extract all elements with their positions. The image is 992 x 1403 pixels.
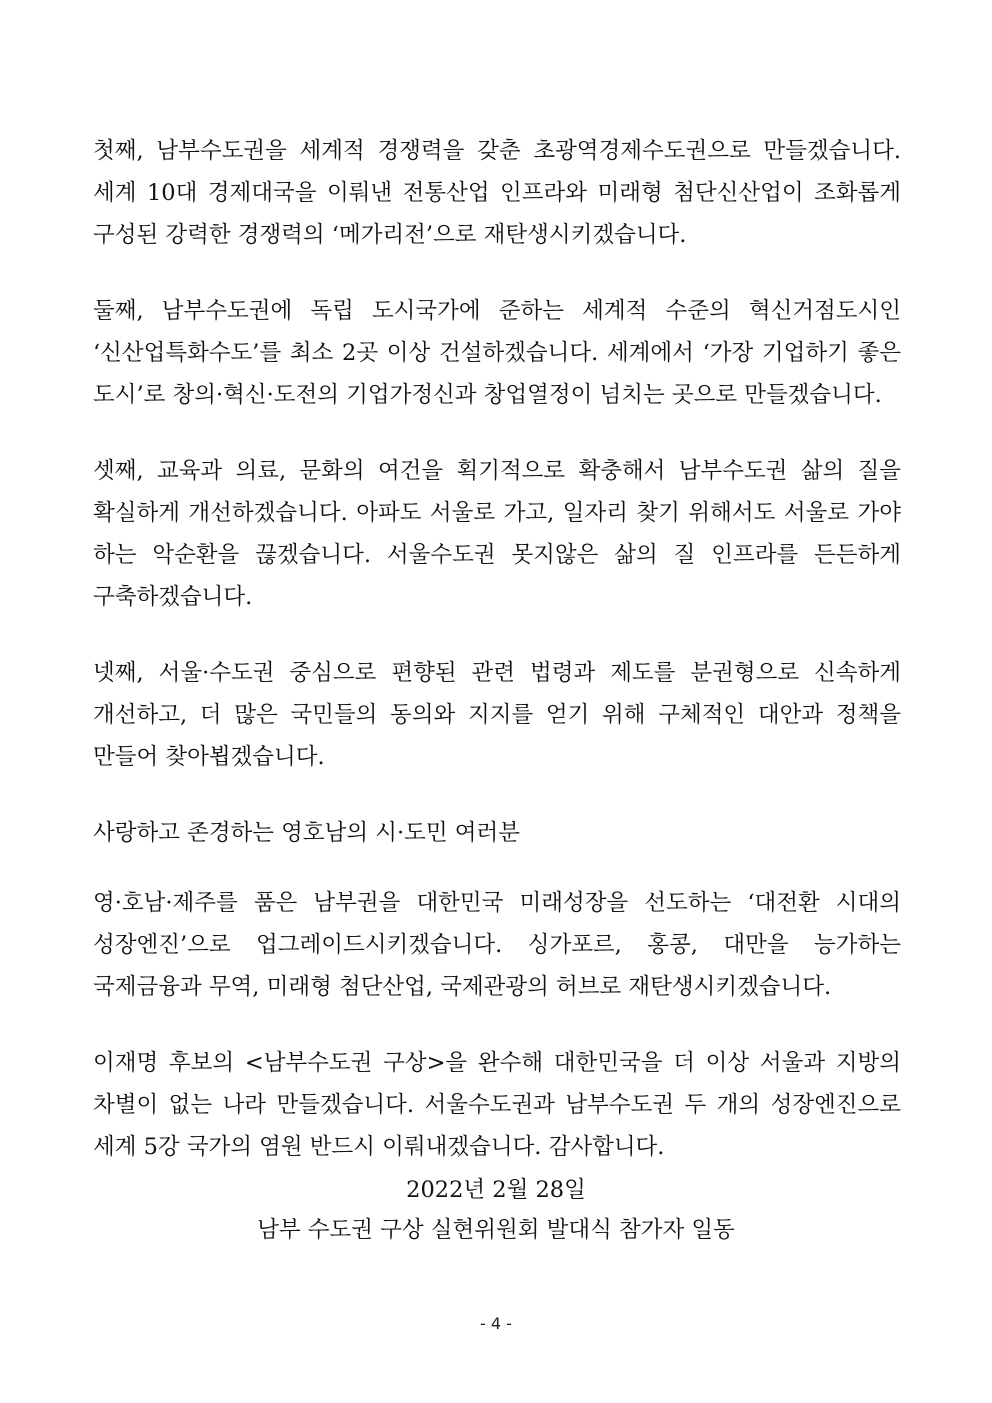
paragraph-growth-engine: 영·호남·제주를 품은 남부권을 대한민국 미래성장을 선도하는 ‘대전환 시대의 성장엔진’으로 업그레이드시키겠습니다. 싱가포르, 홍콩, 대만을 능가하는 국제금융과 무역, 미래형 첨단산업, 국제관광의 허브로 재탄생시키겠습니다. xyxy=(93,890,901,1000)
signature-block xyxy=(0,1170,992,1250)
signature-organization: 남부 수도권 구상 실현위원회 발대식 참가자 일동 xyxy=(257,1217,735,1243)
paragraph-second-pledge: 둘째, 남부수도권에 독립 도시국가에 준하는 세계적 수준의 혁신거점도시인 ‘신산업특화수도’를 최소 2곳 이상 건설하겠습니다. 세계에서 ‘가장 기업하기 좋은 도시’로 창의·혁신·도전의 기업가정신과 창업열정이 넘치는 곳으로 만들겠습니다. xyxy=(93,298,901,408)
paragraph-third-pledge: 셋째, 교육과 의료, 문화의 여건을 획기적으로 확충해서 남부수도권 삶의 질을 확실하게 개선하겠습니다. 아파도 서울로 가고, 일자리 찾기 위해서도 서울로 가야 하는 악순환을 끊겠습니다. 서울수도권 못지않은 삶의 질 인프라를 든든하게 구축하겠습니다. xyxy=(93,458,901,610)
paragraph-first-pledge: 첫째, 남부수도권을 세계적 경쟁력을 갖춘 초광역경제수도권으로 만들겠습니다. 세계 10대 경제대국을 이뤄낸 전통산업 인프라와 미래형 첨단신산업이 조화롭게 구성된 강력한 경쟁력의 ‘메가리전’으로 재탄생시키겠습니다. xyxy=(93,138,901,248)
page-number: - 4 - xyxy=(480,1314,512,1333)
paragraph-fourth-pledge: 넷째, 서울·수도권 중심으로 편향된 관련 법령과 제도를 분권형으로 신속하게 개선하고, 더 많은 국민들의 동의와 지지를 얻기 위해 구체적인 대안과 정책을 만들어 찾아뵙겠습니다. xyxy=(93,660,901,770)
paragraph-closing: 이재명 후보의 <남부수도권 구상>을 완수해 대한민국을 더 이상 서울과 지방의 차별이 없는 나라 만들겠습니다. 서울수도권과 남부수도권 두 개의 성장엔진으로 세계 5강 국가의 염원 반드시 이뤄내겠습니다. 감사합니다. xyxy=(93,1050,901,1160)
document-body xyxy=(93,130,901,1202)
paragraph-address: 사랑하고 존경하는 영호남의 시·도민 여러분 xyxy=(93,820,520,846)
signature-date: 2022년 2월 28일 xyxy=(406,1177,586,1203)
